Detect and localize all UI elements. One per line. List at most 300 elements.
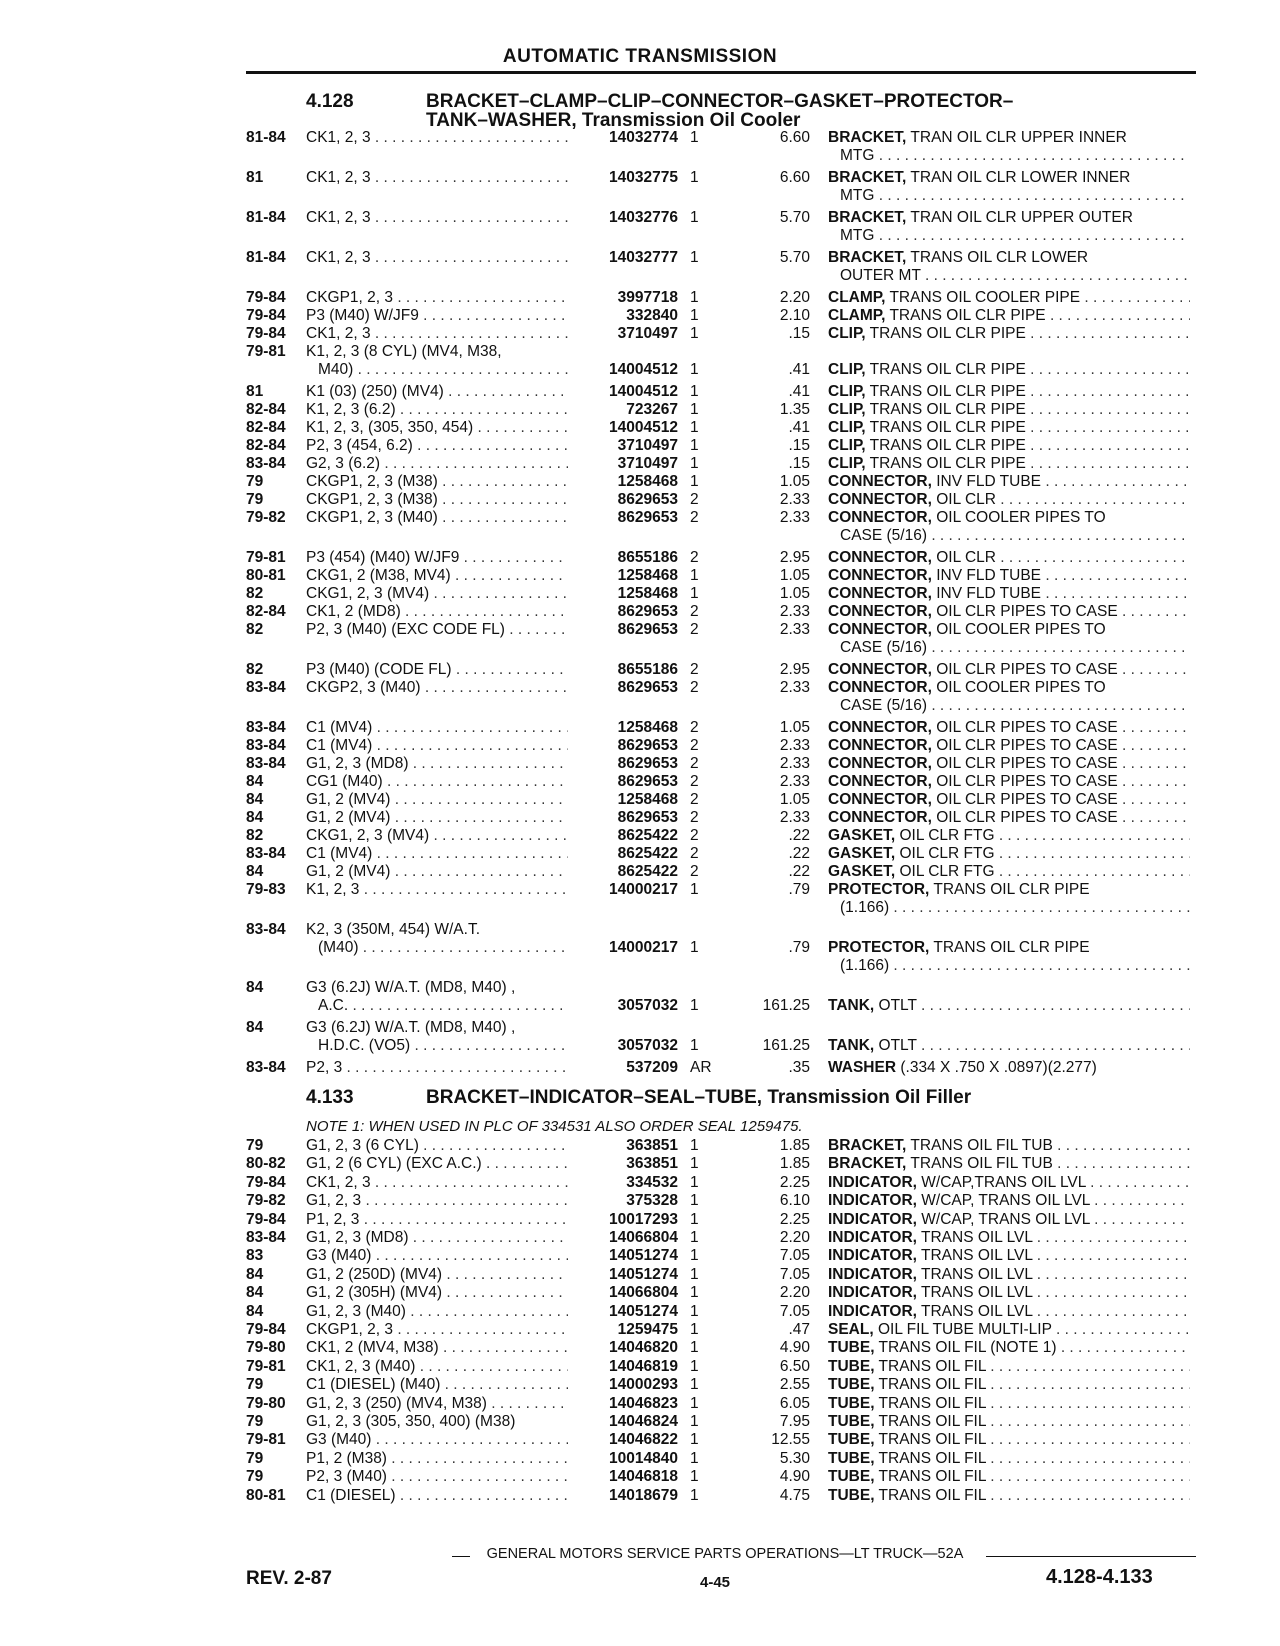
table-row <box>0 1210 1280 1229</box>
price: 2.25 <box>779 1210 810 1228</box>
description <box>828 208 1190 227</box>
description <box>828 862 1190 881</box>
quantity: 1 <box>690 939 699 956</box>
application: G1, 2, 3 (305, 350, 400) (M38) <box>306 1413 516 1430</box>
description <box>828 584 1190 603</box>
part-name: TUBE, <box>828 1339 875 1357</box>
section-title-line1: BRACKET–CLAMP–CLIP–CONNECTOR–GASKET–PROTECTOR– <box>426 91 1014 112</box>
description-text: TRANS OIL FIL TUB <box>906 1137 1053 1154</box>
table-row-continuation <box>0 186 1280 205</box>
part-number: 8625422 <box>617 845 678 862</box>
table-row <box>0 584 1280 603</box>
description-text: INV FLD TUBE <box>931 473 1042 490</box>
description <box>828 324 1190 343</box>
page-header-title: AUTOMATIC TRANSMISSION <box>502 46 778 67</box>
table-row <box>0 1338 1280 1357</box>
model-year: 84 <box>246 1284 264 1302</box>
description <box>828 382 1190 401</box>
part-number: 14032774 <box>609 129 678 146</box>
table-row <box>0 660 1280 679</box>
model-year: 82-84 <box>246 603 286 620</box>
table-row <box>0 342 1280 361</box>
quantity: 2 <box>690 621 699 638</box>
application: K2, 3 (350M, 454) W/A.T. <box>306 921 481 938</box>
description-text: OTLT <box>874 1037 917 1054</box>
price: 4.90 <box>779 1339 810 1357</box>
description-text: TRANS OIL LVL <box>916 1284 1033 1302</box>
application: P3 (M40) (CODE FL) . . . <box>306 660 568 679</box>
table-row <box>0 1320 1280 1339</box>
table-row <box>0 1058 1280 1077</box>
application: G1, 2, 3 (250) (MV4, M38) . . . <box>306 1394 568 1413</box>
application-continued: M40) . . . <box>318 360 568 379</box>
model-year: 80-82 <box>246 1155 286 1173</box>
part-name: TANK, <box>828 1037 875 1054</box>
table-row <box>0 248 1280 267</box>
application: CK1, 2, 3 . . . <box>306 168 568 187</box>
model-year: 81 <box>246 169 264 186</box>
price: 6.05 <box>779 1394 810 1412</box>
description-text: TRANS OIL CLR PIPE <box>885 307 1046 324</box>
price: .41 <box>788 383 810 400</box>
price: .47 <box>788 1321 810 1338</box>
table-row <box>0 168 1280 187</box>
model-year: 79-80 <box>246 1339 286 1357</box>
price: .79 <box>788 939 810 956</box>
table-row <box>0 620 1280 639</box>
application: P3 (M40) W/JF9 . . . <box>306 306 568 325</box>
description-text: OIL CLR PIPES TO CASE <box>931 755 1118 772</box>
model-year: 83-84 <box>246 755 286 772</box>
part-number: 14066804 <box>609 1284 678 1302</box>
quantity: 1 <box>690 1468 699 1486</box>
quantity: 1 <box>690 1265 699 1283</box>
table-row <box>0 1449 1280 1468</box>
price: 6.50 <box>779 1357 810 1375</box>
quantity: 2 <box>690 719 699 736</box>
part-number: 363851 <box>626 1155 678 1173</box>
quantity: 1 <box>690 437 699 454</box>
price: 1.05 <box>779 567 810 584</box>
part-name: CLIP, <box>828 383 866 400</box>
part-number: 14004512 <box>609 383 678 400</box>
model-year: 82 <box>246 661 264 678</box>
quantity: 1 <box>690 1394 699 1412</box>
table-row <box>0 862 1280 881</box>
description <box>828 1338 1190 1357</box>
description <box>828 1486 1190 1505</box>
price: 2.33 <box>779 737 810 754</box>
table-row <box>0 400 1280 419</box>
model-year: 82 <box>246 827 264 844</box>
description <box>828 1173 1190 1192</box>
application: G1, 2, 3 (MD8) . . . <box>306 1228 568 1247</box>
description <box>828 1136 1190 1155</box>
part-number: 14051274 <box>609 1302 678 1320</box>
table-row <box>0 418 1280 437</box>
part-number: 332840 <box>626 307 678 324</box>
part-name: INDICATOR, <box>828 1284 917 1302</box>
table-row <box>0 566 1280 585</box>
model-year: 79-84 <box>246 289 286 306</box>
section-number: 4.133 <box>306 1087 354 1108</box>
part-number: 14000217 <box>609 939 678 956</box>
quantity: 1 <box>690 881 699 898</box>
price: 2.33 <box>779 621 810 638</box>
description <box>828 1412 1190 1431</box>
description <box>828 826 1190 845</box>
quantity: 1 <box>690 129 699 146</box>
quantity: 2 <box>690 661 699 678</box>
model-year: 79-81 <box>246 549 286 566</box>
model-year: 81-84 <box>246 129 286 146</box>
table-row-continuation <box>0 266 1280 285</box>
header-rule <box>246 71 1196 74</box>
part-name: TUBE, <box>828 1394 875 1412</box>
application: G1, 2 (MV4) . . . <box>306 790 568 809</box>
price: 2.20 <box>779 289 810 306</box>
price: 4.75 <box>779 1486 810 1504</box>
description-text: TRANS OIL LVL <box>916 1302 1033 1320</box>
price: 2.33 <box>779 509 810 526</box>
model-year: 83-84 <box>246 845 286 862</box>
application: CK1, 2 (MD8) . . . <box>306 602 568 621</box>
table-row <box>0 1375 1280 1394</box>
quantity: 2 <box>690 737 699 754</box>
model-year: 79 <box>246 1137 264 1154</box>
description <box>828 678 1190 697</box>
part-number: 8655186 <box>617 661 678 678</box>
section-number: 4.128 <box>306 91 354 112</box>
price: 2.33 <box>779 773 810 790</box>
description-continued: CASE (5/16) . . . <box>840 526 1190 545</box>
description <box>828 718 1190 737</box>
description-continued: MTG . . . <box>840 146 1190 165</box>
description-text: TRANS OIL CLR PIPE <box>929 939 1090 956</box>
part-name: TUBE, <box>828 1431 875 1449</box>
quantity: 1 <box>690 1357 699 1375</box>
application: G1, 2 (305H) (MV4) . . . <box>306 1283 568 1302</box>
description <box>828 790 1190 809</box>
table-row-continuation <box>0 898 1280 917</box>
quantity: 2 <box>690 791 699 808</box>
table-row-continuation <box>0 956 1280 975</box>
application: CK1, 2, 3 (M40) . . . <box>306 1357 568 1376</box>
description <box>828 1154 1190 1173</box>
part-name: CLIP, <box>828 361 866 378</box>
part-name: TUBE, <box>828 1376 875 1394</box>
part-number: 8629653 <box>617 509 678 526</box>
model-year: 82 <box>246 585 264 602</box>
part-name: INDICATOR, <box>828 1192 917 1210</box>
description-text: OIL CLR PIPES TO CASE <box>931 791 1118 808</box>
price: 5.70 <box>779 209 810 226</box>
application: P2, 3 . . . <box>306 1058 568 1077</box>
part-name: CONNECTOR, <box>828 603 932 620</box>
price: 12.55 <box>771 1431 810 1449</box>
footer-publisher: GENERAL MOTORS SERVICE PARTS OPERATIONS—LT TRUCK—52A <box>486 1546 964 1562</box>
application: K1 (03) (250) (MV4) . . . <box>306 382 568 401</box>
price: .22 <box>788 863 810 880</box>
table-row <box>0 1228 1280 1247</box>
description-text: OIL CLR PIPES TO CASE <box>931 603 1118 620</box>
application: CK1, 2, 3 . . . <box>306 248 568 267</box>
section-title-bold: BRACKET–INDICATOR–SEAL–TUBE, <box>426 1087 763 1108</box>
model-year: 84 <box>246 1265 264 1283</box>
part-number: 1258468 <box>617 791 678 808</box>
description <box>828 490 1190 509</box>
description-text: TRANS OIL FIL TUB <box>906 1155 1053 1173</box>
application: C1 (DIESEL) (M40) . . . <box>306 1375 568 1394</box>
quantity: 2 <box>690 773 699 790</box>
part-name: CONNECTOR, <box>828 719 932 736</box>
table-row-continuation <box>0 226 1280 245</box>
part-name: CLIP, <box>828 455 866 472</box>
description-text: INV FLD TUBE <box>931 567 1042 584</box>
model-year: 84 <box>246 809 264 826</box>
table-row <box>0 1467 1280 1486</box>
quantity: 1 <box>690 1229 699 1246</box>
part-number: 1258468 <box>617 567 678 584</box>
quantity: 1 <box>690 1247 699 1265</box>
part-number: 8625422 <box>617 827 678 844</box>
quantity: AR <box>690 1059 712 1076</box>
part-name: INDICATOR, <box>828 1229 917 1246</box>
description <box>828 880 1190 899</box>
application: G3 (6.2J) W/A.T. (MD8, M40) , <box>306 1019 516 1036</box>
quantity: 1 <box>690 1037 699 1054</box>
table-row-continuation <box>0 146 1280 165</box>
part-number: 8629653 <box>617 491 678 508</box>
table-row-continuation <box>0 696 1280 715</box>
part-name: PROTECTOR, <box>828 881 930 898</box>
table-row <box>0 1246 1280 1265</box>
part-number: 10017293 <box>609 1210 678 1228</box>
part-name: TUBE, <box>828 1468 875 1486</box>
price: .15 <box>788 325 810 342</box>
part-number: 14046822 <box>609 1431 678 1449</box>
description <box>828 1467 1190 1486</box>
description-text: TRANS OIL CLR PIPE <box>865 325 1026 342</box>
price: .15 <box>788 437 810 454</box>
price: 1.85 <box>779 1155 810 1173</box>
quantity: 1 <box>690 1155 699 1173</box>
part-number: 1258468 <box>617 473 678 490</box>
description-text: W/CAP,TRANS OIL LVL <box>916 1173 1086 1191</box>
quantity: 2 <box>690 863 699 880</box>
description-continued: MTG . . . <box>840 226 1190 245</box>
table-row <box>0 772 1280 791</box>
application-continued: A.C. . . . <box>318 996 568 1015</box>
description <box>828 1228 1190 1247</box>
part-number: 8629653 <box>617 679 678 696</box>
application: CK1, 2 (MV4, M38) . . . <box>306 1338 568 1357</box>
description <box>828 168 1190 187</box>
description <box>828 808 1190 827</box>
description-text: OIL CLR <box>931 491 996 508</box>
description <box>828 938 1190 957</box>
price: 4.90 <box>779 1468 810 1486</box>
part-number: 8629653 <box>617 603 678 620</box>
description <box>828 1357 1190 1376</box>
model-year: 79-82 <box>246 1192 286 1210</box>
price: 2.33 <box>779 491 810 508</box>
application: G1, 2 (MV4) . . . <box>306 862 568 881</box>
model-year: 83-84 <box>246 455 286 472</box>
part-name: BRACKET, <box>828 249 907 266</box>
application: CK1, 2, 3 . . . <box>306 1173 568 1192</box>
description <box>828 248 1190 267</box>
model-year: 82-84 <box>246 419 286 436</box>
model-year: 79-84 <box>246 1321 286 1338</box>
description <box>828 1036 1190 1055</box>
description-continued: (1.166) . . . <box>840 898 1190 917</box>
part-name: CLAMP, <box>828 307 886 324</box>
quantity: 1 <box>690 1413 699 1430</box>
application: G1, 2 (6 CYL) (EXC A.C.) . . . <box>306 1154 568 1173</box>
part-number: 3997718 <box>617 289 678 306</box>
description-text: TRANS OIL CLR LOWER <box>906 249 1089 266</box>
price: 2.55 <box>779 1376 810 1394</box>
application: CKG1, 2, 3 (MV4) . . . <box>306 584 568 603</box>
price: .41 <box>788 361 810 378</box>
description-text: OIL CLR PIPES TO CASE <box>931 719 1118 736</box>
application: C1 (DIESEL) . . . <box>306 1486 568 1505</box>
model-year: 84 <box>246 1302 264 1320</box>
part-name: CONNECTOR, <box>828 491 932 508</box>
table-row <box>0 1154 1280 1173</box>
description-text: TRANS OIL FIL <box>874 1431 986 1449</box>
model-year: 81-84 <box>246 249 286 266</box>
application: CK1, 2, 3 . . . <box>306 324 568 343</box>
description <box>828 1246 1190 1265</box>
part-number: 3057032 <box>617 1037 678 1054</box>
part-number: 3710497 <box>617 437 678 454</box>
quantity: 2 <box>690 809 699 826</box>
description <box>828 660 1190 679</box>
description <box>828 128 1190 147</box>
application: CG1 (M40) . . . <box>306 772 568 791</box>
quantity: 2 <box>690 549 699 566</box>
quantity: 1 <box>690 1431 699 1449</box>
application: G1, 2, 3 (6 CYL) . . . <box>306 1136 568 1155</box>
description-text: TRANS OIL FIL <box>874 1357 986 1375</box>
part-number: 723267 <box>626 401 678 418</box>
part-number: 14046819 <box>609 1357 678 1375</box>
table-row <box>0 920 1280 939</box>
description-text: OIL FIL TUBE MULTI-LIP <box>873 1321 1052 1338</box>
price: 2.10 <box>779 307 810 324</box>
table-row <box>0 208 1280 227</box>
price: 1.05 <box>779 473 810 490</box>
part-name: CONNECTOR, <box>828 585 932 602</box>
application: CKGP1, 2, 3 . . . <box>306 288 568 307</box>
price: 7.05 <box>779 1265 810 1283</box>
quantity: 1 <box>690 325 699 342</box>
model-year: 81-84 <box>246 209 286 226</box>
description-text: OIL COOLER PIPES TO <box>931 679 1106 696</box>
section-title-line2-bold: TANK–WASHER, <box>426 110 577 131</box>
part-name: BRACKET, <box>828 169 907 186</box>
description-text: OIL CLR FTG <box>895 845 995 862</box>
description-text: TRANS OIL FIL (NOTE 1) <box>874 1339 1057 1357</box>
description <box>828 1191 1190 1210</box>
price: 5.70 <box>779 249 810 266</box>
description-text: TRANS OIL CLR PIPE <box>865 383 1026 400</box>
table-row <box>0 736 1280 755</box>
application: P3 (454) (M40) W/JF9 . . . <box>306 548 568 567</box>
description <box>828 754 1190 773</box>
price: .15 <box>788 455 810 472</box>
quantity: 1 <box>690 1376 699 1394</box>
part-name: BRACKET, <box>828 129 907 146</box>
description <box>828 472 1190 491</box>
part-number: 8625422 <box>617 863 678 880</box>
description-text: TRANS OIL LVL <box>916 1247 1033 1265</box>
quantity: 2 <box>690 827 699 844</box>
part-name: CLIP, <box>828 419 866 436</box>
description-text: OIL CLR PIPES TO CASE <box>931 737 1118 754</box>
part-name: INDICATOR, <box>828 1247 917 1265</box>
part-number: 14051274 <box>609 1265 678 1283</box>
table-row <box>0 306 1280 325</box>
quantity: 1 <box>690 1339 699 1357</box>
table-row <box>0 1173 1280 1192</box>
part-number: 14066804 <box>609 1229 678 1246</box>
table-row <box>0 790 1280 809</box>
application: K1, 2, 3, (305, 350, 454) . . . <box>306 418 568 437</box>
part-number: 8629653 <box>617 773 678 790</box>
description-text: W/CAP, TRANS OIL LVL <box>916 1192 1090 1210</box>
model-year: 79-81 <box>246 343 286 360</box>
part-name: CONNECTOR, <box>828 737 932 754</box>
application: G3 (M40) . . . <box>306 1430 568 1449</box>
table-row <box>0 718 1280 737</box>
application: CKGP1, 2, 3 (M38) . . . <box>306 490 568 509</box>
application: K1, 2, 3 . . . <box>306 880 568 899</box>
description-continued: CASE (5/16) . . . <box>840 638 1190 657</box>
description-text: W/CAP, TRANS OIL LVL <box>916 1210 1090 1228</box>
table-row <box>0 1283 1280 1302</box>
footer-page-number: 4-45 <box>700 1574 731 1591</box>
model-year: 83-84 <box>246 1059 286 1076</box>
model-year: 79-82 <box>246 509 286 526</box>
part-number: 14032775 <box>609 169 678 186</box>
description <box>828 736 1190 755</box>
part-name: CLIP, <box>828 401 866 418</box>
description-text: OIL CLR FTG <box>895 863 995 880</box>
application: P2, 3 (M40) (EXC CODE FL) . . . <box>306 620 568 639</box>
table-row <box>0 128 1280 147</box>
part-number: 3710497 <box>617 325 678 342</box>
quantity: 1 <box>690 289 699 306</box>
model-year: 83-84 <box>246 1229 286 1246</box>
price: 2.33 <box>779 603 810 620</box>
application: G3 (6.2J) W/A.T. (MD8, M40) , <box>306 979 516 996</box>
description <box>828 360 1190 379</box>
model-year: 81 <box>246 383 264 400</box>
model-year: 83-84 <box>246 719 286 736</box>
description <box>828 1283 1190 1302</box>
application: CKGP1, 2, 3 . . . <box>306 1320 568 1339</box>
description-text: OIL CLR PIPES TO CASE <box>931 661 1118 678</box>
application: G1, 2, 3 . . . <box>306 1191 568 1210</box>
table-row <box>0 602 1280 621</box>
application: G1, 2, 3 (M40) . . . <box>306 1302 568 1321</box>
description <box>828 1320 1190 1339</box>
table-row-continuation <box>0 526 1280 545</box>
part-number: 14004512 <box>609 419 678 436</box>
